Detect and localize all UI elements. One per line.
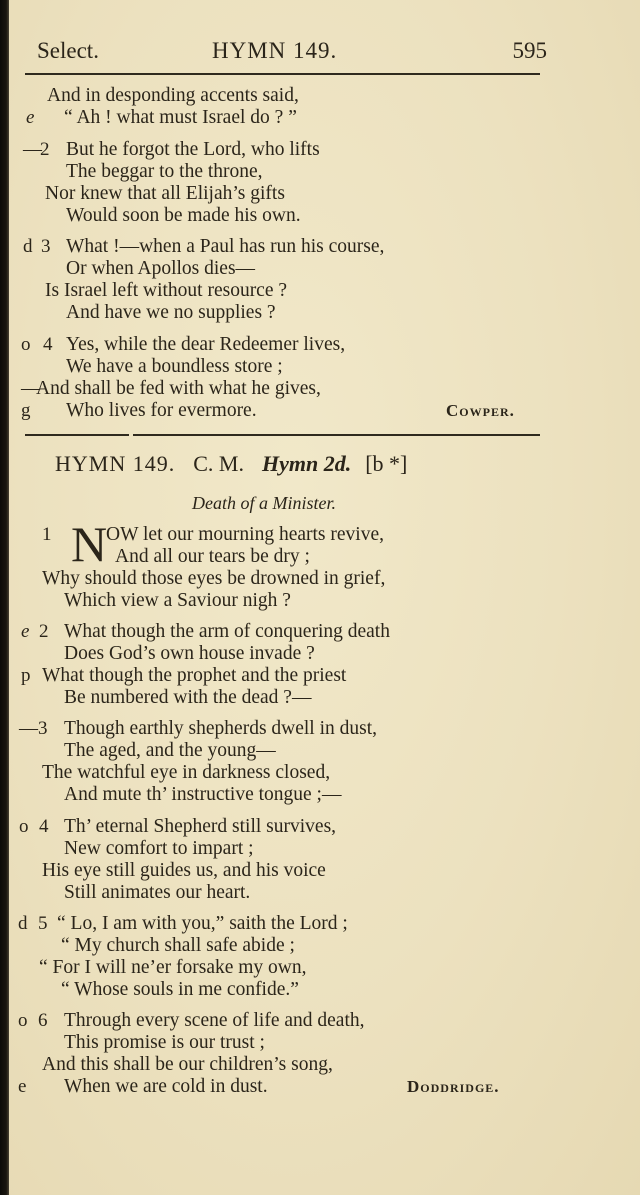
verse-line: OW let our mourning hearts revive, (106, 524, 384, 545)
hymn-heading (55, 451, 407, 477)
dynamic-mark: e (18, 1076, 27, 1097)
verse-line: And in desponding accents said, (47, 85, 299, 106)
verse-line: “ Lo, I am with you,” saith the Lord ; (57, 913, 348, 934)
verse-line: Th’ eternal Shepherd still survives, (64, 816, 337, 837)
section-divider-short (25, 434, 129, 436)
verse-line: Be numbered with the dead ?— (64, 687, 312, 708)
book-page (9, 0, 640, 1195)
page-number: 595 (512, 38, 547, 63)
verse-line: Who lives for evermore. (66, 400, 257, 421)
verse-line: But he forgot the Lord, who lifts (66, 139, 320, 160)
verse-line: “ For I will ne’er forsake my own, (39, 957, 307, 978)
verse-line: And have we no supplies ? (66, 302, 276, 323)
drop-cap: N (71, 516, 108, 572)
verse-line: Or when Apollos dies— (66, 258, 256, 279)
dynamic-mark: — (23, 139, 42, 160)
hymn-number: HYMN 149. (55, 451, 176, 476)
verse-line: What !—when a Paul has run his course, (66, 236, 385, 257)
verse-line: Why should those eyes be drowned in grief, (42, 568, 386, 589)
verse-number: 1 (42, 524, 52, 545)
dynamic-mark: o (18, 1010, 28, 1031)
verse-line: What though the prophet and the priest (42, 665, 347, 686)
verse-line: New comfort to impart ; (64, 838, 254, 859)
verse-line: The beggar to the throne, (66, 161, 263, 182)
author-attribution: Cowper. (446, 401, 515, 420)
author-attribution: Doddridge. (407, 1077, 500, 1096)
verse-line: The watchful eye in darkness closed, (42, 762, 331, 783)
dynamic-mark: d (23, 236, 33, 257)
dynamic-mark: o (19, 816, 29, 837)
header-rule (25, 73, 540, 75)
verse-number: 2 (40, 139, 50, 160)
verse-number: 3 (38, 718, 48, 739)
verse-line: Would soon be made his own. (66, 205, 301, 226)
verse-line: “ Ah ! what must Israel do ? ” (64, 107, 297, 128)
dynamic-mark: g (21, 400, 31, 421)
dynamic-mark: e (21, 621, 30, 642)
verse-line: And shall be fed with what he gives, (36, 378, 321, 399)
book-binding-edge (0, 0, 9, 1195)
dynamic-mark: — (19, 718, 38, 739)
verse-line: Does God’s own house invade ? (64, 643, 315, 664)
dynamic-mark: e (26, 107, 35, 128)
dynamic-mark: o (21, 334, 31, 355)
section-divider-long (133, 434, 540, 436)
verse-number: 6 (38, 1010, 48, 1031)
verse-line: Is Israel left without resource ? (45, 280, 288, 301)
verse-line: Nor knew that all Elijah’s gifts (45, 183, 285, 204)
verse-line: When we are cold in dust. (64, 1076, 268, 1097)
verse-number: 4 (43, 334, 53, 355)
verse-number: 2 (39, 621, 49, 642)
hymn-subtitle: Death of a Minister. (192, 493, 336, 513)
verse-line: Through every scene of life and death, (64, 1010, 365, 1031)
verse-number: 4 (39, 816, 49, 837)
verse-line: Though earthly shepherds dwell in dust, (64, 718, 378, 739)
verse-line: Still animates our heart. (64, 882, 251, 903)
verse-line: And mute th’ instructive tongue ;— (64, 784, 342, 805)
verse-line: Which view a Saviour nigh ? (64, 590, 291, 611)
dynamic-mark: p (21, 665, 31, 686)
verse-number: 3 (41, 236, 51, 257)
verse-line: And all our tears be dry ; (115, 546, 310, 567)
verse-line: This promise is our trust ; (64, 1032, 265, 1053)
running-title: HYMN 149. (212, 38, 338, 63)
section-label: Select. (37, 38, 99, 63)
verse-line: His eye still guides us, and his voice (42, 860, 326, 881)
hymn-meter: C. M. (193, 451, 244, 476)
hymn-mark: [b *] (365, 451, 408, 476)
verse-number: 5 (38, 913, 48, 934)
dynamic-mark: — (21, 378, 40, 399)
verse-line: “ My church shall safe abide ; (61, 935, 295, 956)
verse-line: What though the arm of conquering death (64, 621, 390, 642)
verse-line: The aged, and the young— (64, 740, 276, 761)
running-head (37, 38, 547, 68)
hymn-tune: Hymn 2d. (261, 451, 352, 476)
verse-line: “ Whose souls in me confide.” (61, 979, 299, 1000)
verse-line: Yes, while the dear Redeemer lives, (66, 334, 346, 355)
verse-line: We have a boundless store ; (66, 356, 283, 377)
dynamic-mark: d (18, 913, 28, 934)
verse-line: And this shall be our children’s song, (42, 1054, 333, 1075)
